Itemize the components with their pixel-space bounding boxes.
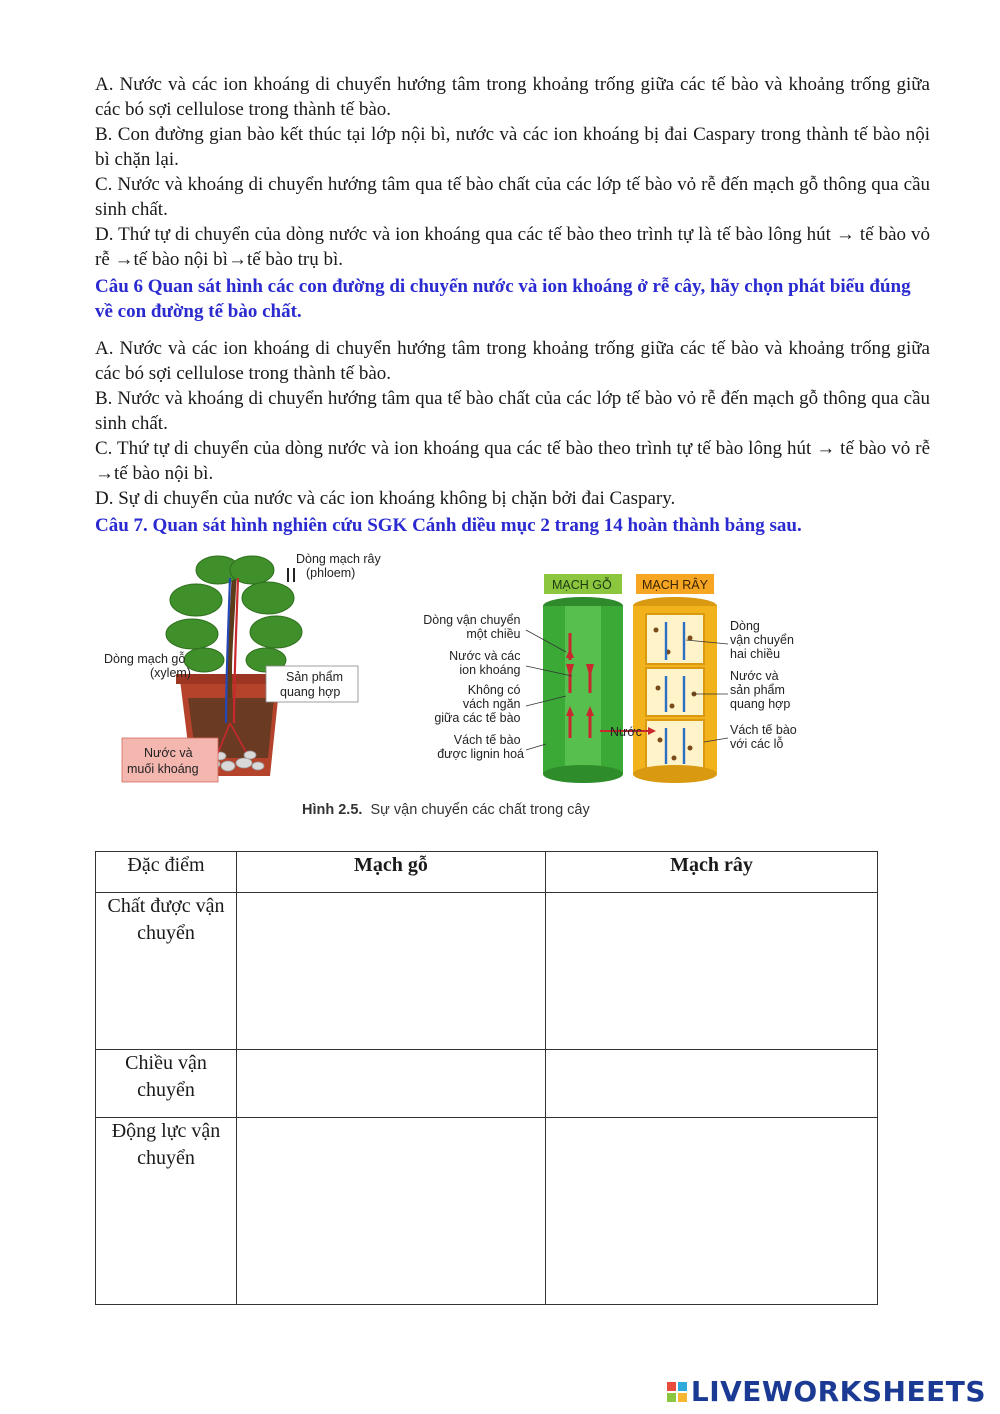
- row-label-driving-force: Động lực vận chuyển: [96, 1118, 237, 1305]
- left-label-4-line-2: được lignin hoá: [437, 747, 524, 761]
- left-label-1-line-1: Dòng vận chuyển: [423, 613, 521, 627]
- left-label-2-line-1: Nước và các: [449, 649, 521, 663]
- right-label-1-line-1: Dòng: [730, 619, 760, 633]
- vessel-illustration: [423, 574, 800, 783]
- left-label-3-line-2: vách ngăn: [462, 697, 521, 711]
- answer-cell-xylem-direction[interactable]: [237, 1050, 546, 1118]
- q6-option-a: A. Nước và các ion khoáng di chuyển hướng tâm trong khoảng trống giữa các tế bào và khoảng trống giữa các bó sợi cellulose trong thành tế bào.: [95, 338, 930, 384]
- worksheet-page: [95, 72, 930, 538]
- table-row: [96, 1050, 878, 1118]
- right-label-2-line-2: sản phẩm: [730, 683, 785, 697]
- plant-illustration: [104, 552, 382, 782]
- xylem-flow-label-2: (xylem): [150, 666, 191, 680]
- left-label-1-line-2: một chiều: [466, 627, 521, 641]
- brand-name: LIVEWORKSHEETS: [690, 1375, 986, 1408]
- xylem-tag: MẠCH GỖ: [552, 578, 612, 592]
- right-label-3-line-2: với các lỗ: [730, 737, 784, 751]
- q5-option-a: A. Nước và các ion khoáng di chuyển hướng tâm trong khoảng trống giữa các tế bào và khoảng trống giữa các bó sợi cellulose trong thành tế bào.: [95, 74, 930, 120]
- left-label-3-line-3: giữa các tế bào: [434, 711, 521, 725]
- right-label-3-line-1: Vách tế bào: [730, 723, 797, 737]
- svg-text:Dòng vận chuyển: [730, 619, 800, 751]
- svg-text:Dòng vận chuyển một ch: [423, 613, 524, 761]
- answer-cell-xylem-substances[interactable]: [237, 893, 546, 1050]
- q6-option-c: C. Thứ tự di chuyển của dòng nước và ion khoáng qua các tế bào theo trình tự tế bào lông hút → tế bào vỏ rễ →tế bào nội bì.: [95, 438, 930, 484]
- answer-cell-phloem-driving-force[interactable]: [546, 1118, 878, 1305]
- water-minerals-label-2: muối khoáng: [127, 762, 199, 776]
- table-row: [96, 1118, 878, 1305]
- q5-option-b: B. Con đường gian bào kết thúc tại lớp nội bì, nước và các ion khoáng bị đai Caspary trong thành tế bào nội bì chặn lại.: [95, 124, 930, 170]
- row-label-direction: Chiều vận chuyển: [96, 1050, 237, 1118]
- answer-cell-xylem-driving-force[interactable]: [237, 1118, 546, 1305]
- header-feature: Đặc điểm: [96, 852, 237, 893]
- right-label-2-line-3: quang hợp: [730, 697, 791, 711]
- left-label-2-line-2: ion khoáng: [459, 663, 521, 677]
- water-minerals-label-1: Nước và: [144, 746, 193, 760]
- question-7-title: Câu 7. Quan sát hình nghiên cứu SGK Cánh diều mục 2 trang 14 hoàn thành bảng sau.: [95, 515, 802, 536]
- left-label-3-line-1: Không có: [467, 683, 521, 697]
- xylem-flow-label-1: Dòng mạch gỗ: [104, 652, 186, 666]
- liveworksheets-logo-icon: [667, 1382, 687, 1402]
- q5-option-d: D. Thứ tự di chuyển của dòng nước và ion khoáng qua các tế bào theo trình tự là tế bào lông hút → tế bào vỏ rễ →tế bào nội bì→tế bào trụ bì.: [95, 224, 930, 270]
- row-label-substances: Chất được vận chuyển: [96, 893, 237, 1050]
- liveworksheets-logo: [667, 1375, 986, 1408]
- q5-option-c: C. Nước và khoáng di chuyển hướng tâm qua tế bào chất của các lớp tế bào vỏ rễ đến mạch gỗ thông qua cầu sinh chất.: [95, 174, 930, 220]
- q6-option-d: D. Sự di chuyển của nước và các ion khoáng không bị chặn bởi đai Caspary.: [95, 488, 676, 509]
- table-header-row: [96, 852, 878, 893]
- product-label-2: quang hợp: [280, 685, 341, 699]
- phloem-tag: MẠCH RÂY: [642, 578, 708, 592]
- right-label-1-line-3: hai chiều: [730, 647, 781, 661]
- figure-caption-number: Hình 2.5.: [302, 802, 363, 818]
- right-label-1-line-2: vận chuyển: [730, 633, 794, 647]
- q6-option-b: B. Nước và khoáng di chuyển hướng tâm qua tế bào chất của các lớp tế bào vỏ rễ đến mạch gỗ thông qua cầu sinh chất.: [95, 388, 930, 434]
- phloem-flow-label-2: (phloem): [306, 566, 356, 580]
- question-6-title: Câu 6 Quan sát hình các con đường di chuyển nước và ion khoáng ở rễ cây, hãy chọn phát biểu đúng về con đường tế bào chất.: [95, 276, 911, 322]
- transport-figure: [100, 548, 820, 823]
- answer-cell-phloem-direction[interactable]: [546, 1050, 878, 1118]
- comparison-table: [95, 851, 878, 1305]
- phloem-flow-label-1: Dòng mạch rây: [296, 552, 381, 566]
- header-phloem: Mạch rây: [546, 852, 878, 893]
- figure-caption-text: Sự vận chuyển các chất trong cây: [370, 802, 590, 818]
- figure-caption: [302, 802, 590, 818]
- header-xylem: Mạch gỗ: [237, 852, 546, 893]
- water-arrow-label: Nước: [610, 725, 642, 739]
- answer-cell-phloem-substances[interactable]: [546, 893, 878, 1050]
- product-label-1: Sản phẩm: [286, 670, 343, 684]
- left-label-4-line-1: Vách tế bào: [453, 733, 521, 747]
- table-row: [96, 893, 878, 1050]
- right-label-2-line-1: Nước và: [730, 669, 779, 683]
